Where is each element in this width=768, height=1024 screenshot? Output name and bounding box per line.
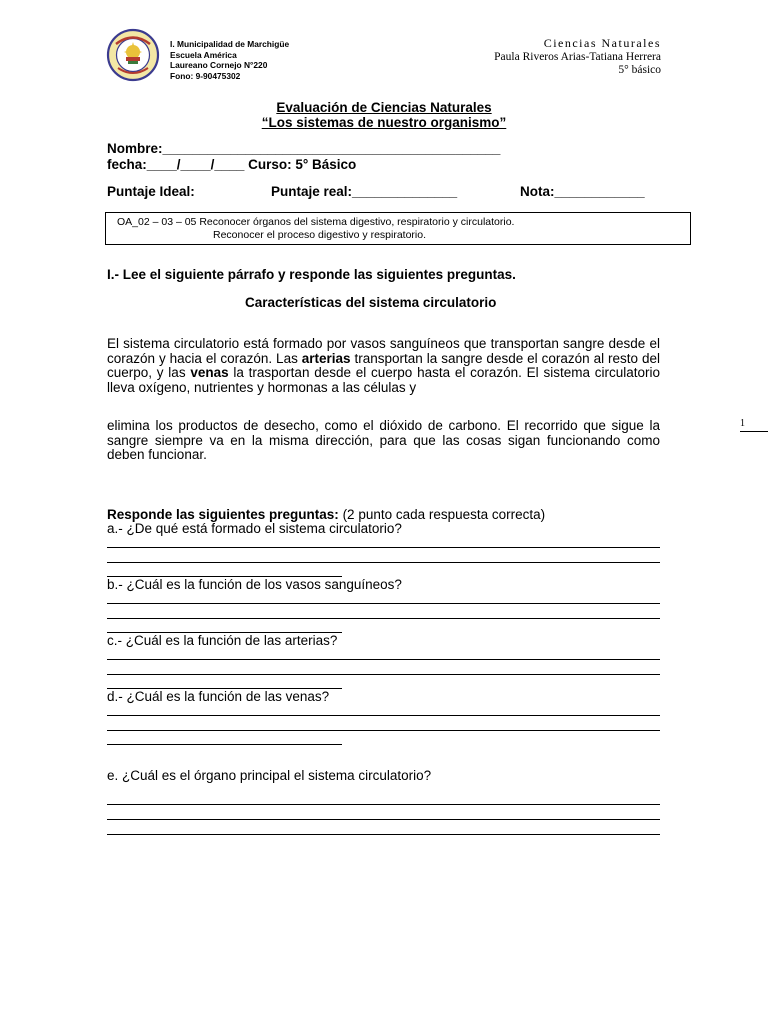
puntaje-ideal-label: Puntaje Ideal: [107,184,195,199]
section-instruction: I.- Lee el siguiente párrafo y responde las siguientes preguntas. [107,267,516,282]
school-info [170,39,289,81]
objective-line-1: OA_02 – 03 – 05 Reconocer órganos del sistema digestivo, respiratorio y circulatorio. [117,216,515,228]
reading-paragraph-1: El sistema circulatorio está formado por vasos sanguíneos que transportan sangre desde el corazón y hacia el corazón. Las arterias transportan la sangre desde el corazón al resto del cuerpo, y las venas la trasportan desde el cuerpo hasta el corazón. El sistema circulatorio lleva oxígeno, nutrientes y hormonas a las células y [107,336,661,395]
school-line: Laureano Cornejo N°220 [170,60,268,71]
answer-line[interactable] [107,674,660,675]
subject-name: Ciencias Naturales [543,36,661,50]
questions-heading: Responde las siguientes preguntas: (2 punto cada respuesta correcta) [107,507,546,522]
answer-line[interactable] [107,730,660,731]
header-right [494,36,661,77]
nota-field[interactable]: Nota:____________ [520,184,645,199]
name-field[interactable]: Nombre:_____________________________________________ [107,141,501,156]
title-line-2: “Los sistemas de nuestro organismo” [261,115,507,130]
school-line: Escuela América [170,49,237,60]
answer-line[interactable] [107,804,660,805]
question-a: a.- ¿De qué está formado el sistema circulatorio? [107,521,402,536]
answer-line[interactable] [107,603,660,604]
question-e: e. ¿Cuál es el órgano principal el sistema circulatorio? [107,768,432,783]
reading-title: Características del sistema circulatorio [245,295,497,310]
school-line: I. Municipalidad de Marchigüe [170,39,290,49]
question-c: c.- ¿Cuál es la función de las arterias? [107,633,338,648]
page-number: 1 [740,418,745,429]
teachers-names: Paula Riveros Arias-Tatiana Herrera [494,51,661,63]
answer-line[interactable] [107,819,660,820]
question-b: b.- ¿Cuál es la función de los vasos sanguíneos? [107,577,402,592]
objective-line-2: Reconocer el proceso digestivo y respiratorio. [213,229,427,241]
title-line-1: Evaluación de Ciencias Naturales [276,100,492,115]
date-course-field[interactable]: fecha:____/____/____ Curso: 5° Básico [107,157,357,172]
reading-paragraph-2: elimina los productos de desecho, como el dióxido de carbono. El recorrido que sigue la sangre siempre va en la misma dirección, para que las cosas sigan funcionando como deben funcionar. [107,418,660,463]
answer-line[interactable] [107,547,660,548]
document-title [0,100,768,130]
page-number-rule [740,431,768,432]
question-d: d.- ¿Cuál es la función de las venas? [107,689,330,704]
answer-line[interactable] [107,562,660,563]
answer-line[interactable] [107,715,660,716]
school-logo [106,28,160,82]
answer-line[interactable] [107,659,660,660]
learning-objectives-box [105,212,691,245]
answer-line[interactable] [107,744,342,745]
grade-level: 5° básico [618,64,661,76]
answer-line[interactable] [107,618,660,619]
puntaje-real-field[interactable]: Puntaje real:______________ [271,184,458,199]
school-line: Fono: 9-90475302 [170,70,241,81]
answer-line[interactable] [107,834,660,835]
